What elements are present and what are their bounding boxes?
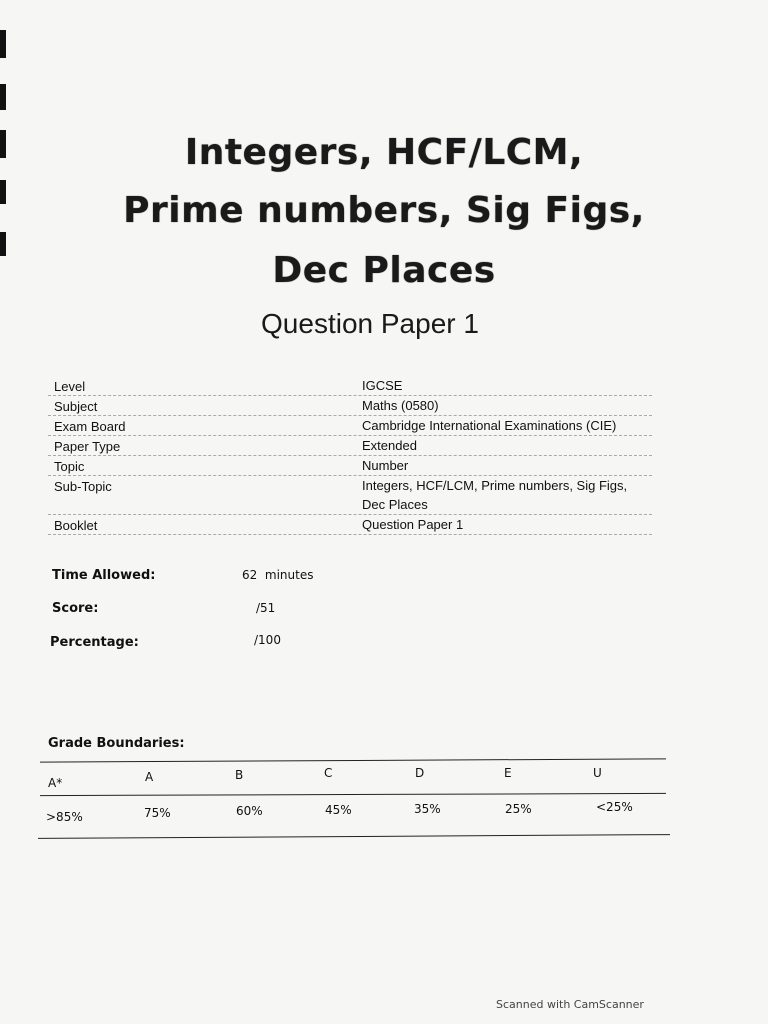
percentage-value: /100 — [254, 633, 281, 647]
scanner-watermark: Scanned with CamScanner — [496, 998, 644, 1011]
grade-threshold: 75% — [144, 806, 171, 820]
grade-threshold: >85% — [46, 810, 83, 824]
grade-threshold: 35% — [414, 802, 441, 816]
info-value: Extended — [362, 438, 417, 453]
grade-table-rule — [38, 834, 670, 839]
info-row-subject — [48, 396, 652, 416]
info-value: IGCSE — [362, 378, 403, 393]
info-label: Subject — [54, 399, 98, 414]
grade-label: B — [235, 768, 244, 782]
info-value: Maths (0580) — [362, 398, 439, 413]
grade-threshold: 25% — [505, 802, 532, 816]
grade-threshold: <25% — [596, 800, 633, 814]
grade-table-rule — [40, 758, 666, 762]
title-line-1: Integers, HCF/LCM, — [184, 132, 584, 173]
info-row-topic — [48, 456, 652, 476]
grade-label: D — [415, 766, 425, 780]
time-allowed-value: 62 minutes — [242, 568, 314, 582]
score-value: /51 — [256, 601, 276, 615]
title-line-3: Dec Places — [272, 250, 496, 291]
info-value: Cambridge International Examinations (CIE) — [362, 418, 617, 433]
grade-table-rule — [40, 793, 666, 796]
percentage-label: Percentage: — [50, 635, 139, 650]
info-value: Question Paper 1 — [362, 517, 464, 532]
info-label: Booklet — [54, 518, 98, 533]
grade-threshold: 45% — [325, 803, 352, 817]
grade-label: E — [504, 766, 512, 780]
grade-label: A* — [48, 776, 63, 790]
info-value: Number — [362, 458, 409, 473]
info-label: Level — [54, 379, 86, 394]
paper-subtitle: Question Paper 1 — [261, 308, 479, 339]
info-label: Exam Board — [54, 419, 126, 434]
info-label: Paper Type — [54, 439, 121, 454]
info-value: Integers, HCF/LCM, Prime numbers, Sig Figs, Dec Places — [362, 478, 628, 512]
info-row-level — [48, 376, 652, 396]
time-allowed-label: Time Allowed: — [52, 568, 156, 583]
info-row-sub-topic — [48, 476, 652, 515]
title-line-2: Prime numbers, Sig Figs, — [123, 190, 645, 231]
info-label: Topic — [54, 459, 85, 474]
grade-threshold: 60% — [236, 804, 263, 818]
score-label: Score: — [52, 601, 99, 616]
scan-edge-mark — [0, 30, 6, 58]
info-label: Sub-Topic — [54, 479, 112, 494]
info-row-booklet — [48, 515, 652, 535]
grade-label: C — [324, 766, 333, 780]
grade-label: U — [593, 766, 602, 780]
grade-boundaries-heading: Grade Boundaries: — [48, 736, 185, 751]
grade-label: A — [145, 770, 154, 784]
info-row-exam-board — [48, 416, 652, 436]
info-row-paper-type — [48, 436, 652, 456]
scan-edge-mark — [0, 84, 6, 110]
paper-info-table — [48, 376, 652, 535]
